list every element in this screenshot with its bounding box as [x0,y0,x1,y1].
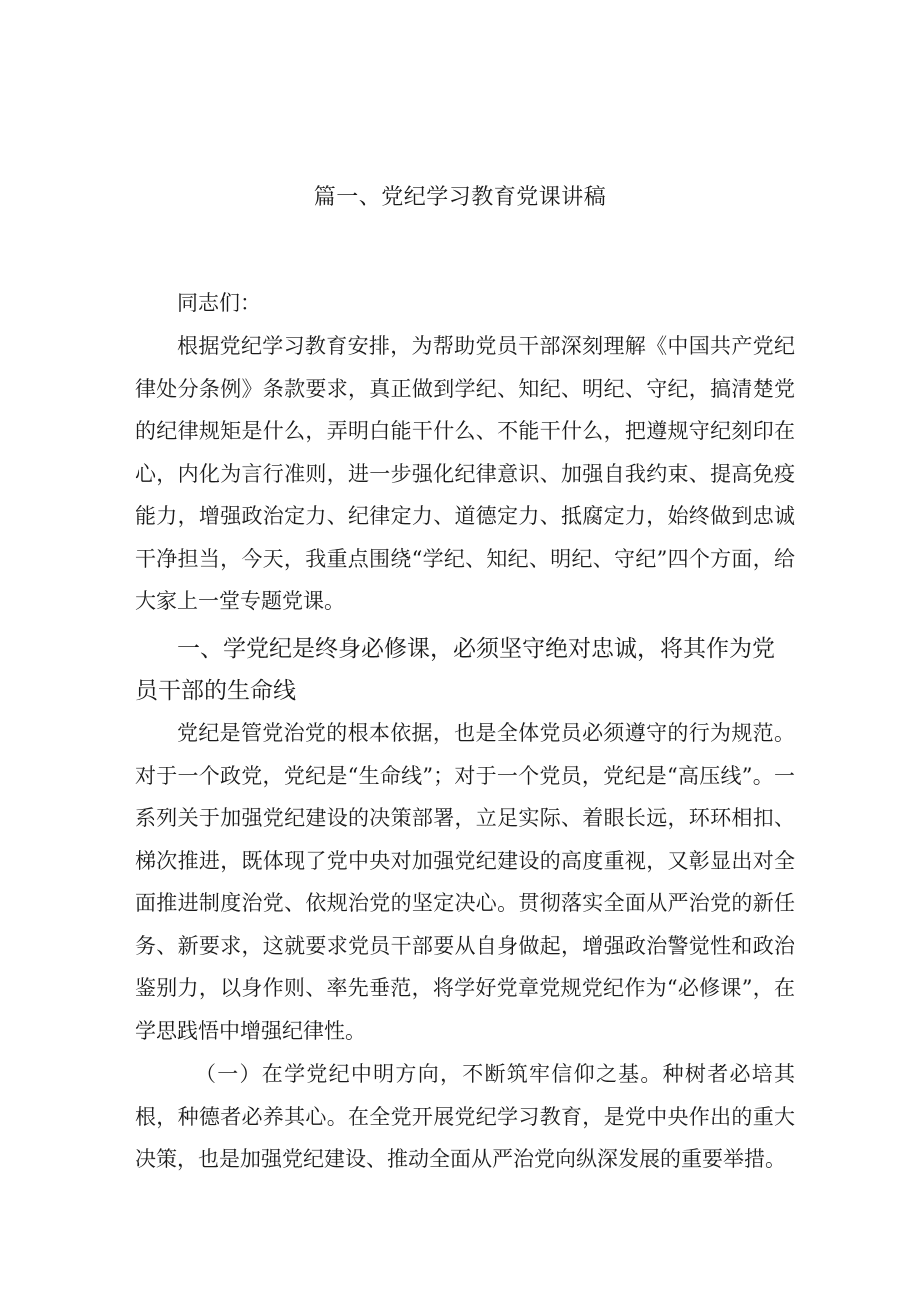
paragraph-intro: 根据党纪学习教育安排，为帮助党员干部深刻理解《中国共产党纪律处分条例》条款要求，真正做到学纪、知纪、明纪、守纪，搞清楚党的纪律规矩是什么，弄明白能干什么、不能干什么，把遵规守纪刻印在心，内化为言行准则，进一步强化纪律意识、加强自我约束、提高免疫能力，增强政治定力、纪律定力、道德定力、抵腐定力，始终做到忠诚干净担当，今天，我重点围绕“学纪、知纪、明纪、守纪”四个方面，给大家上一堂专题党课。 [135,334,795,613]
section-heading-1: 一、学党纪是终身必修课，必须坚守绝对忠诚，将其作为党员干部的生命线 [135,636,775,704]
salutation: 同志们： [177,291,261,315]
paragraph-subsection-1: （一）在学党纪中明方向，不断筑牢信仰之基。种树者必培其根，种德者必养其心。在全党开展党纪学习教育，是党中央作出的重大决策，也是加强党纪建设、推动全面从严治党向纵深发展的重要举措。 [135,1062,795,1171]
document-title: 篇一、党纪学习教育党课讲稿 [313,185,607,210]
paragraph-section-1: 党纪是管党治党的根本依据，也是全体党员必须遵守的行为规范。对于一个政党，党纪是“生命线”；对于一个党员，党纪是“高压线”。一系列关于加强党纪建设的决策部署，立足实际、着眼长远，环环相扣、梯次推进，既体现了党中央对加强党纪建设的高度重视，又彰显出对全面推进制度治党、依规治党的坚定决心。贯彻落实全面从严治党的新任务、新要求，这就要求党员干部要从自身做起，增强政治警觉性和政治鉴别力，以身作则、率先垂范，将学好党章党规党纪作为“必修课”，在学思践悟中增强纪律性。 [135,721,795,1043]
